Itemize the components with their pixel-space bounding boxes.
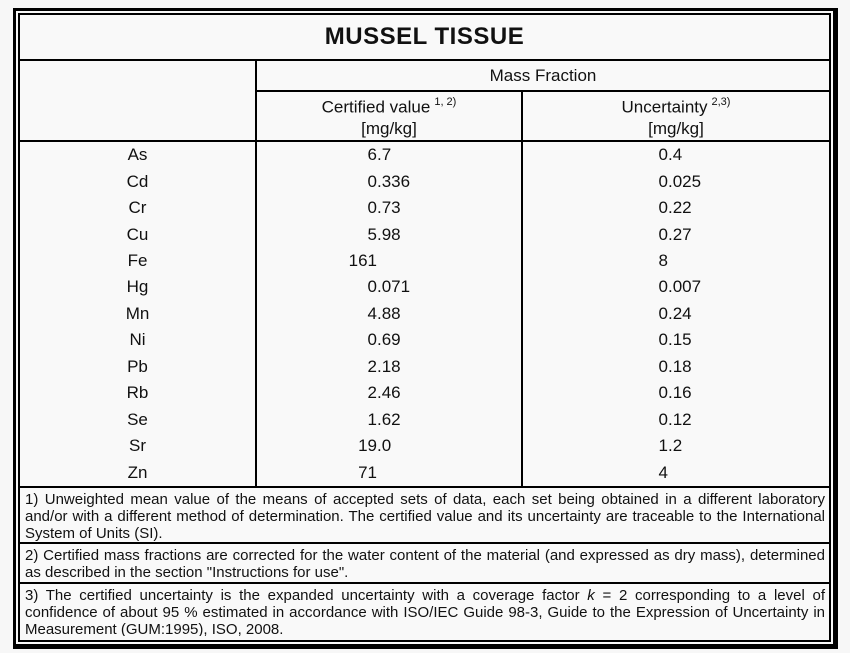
page-title: MUSSEL TISSUE bbox=[20, 15, 829, 61]
value-frac: .62 bbox=[377, 409, 401, 429]
uncertainty-cell bbox=[523, 142, 829, 168]
certified-value-cell bbox=[257, 380, 523, 406]
value-frac: .69 bbox=[377, 330, 401, 350]
certified-value-footnote-ref: 1, 2) bbox=[434, 95, 457, 108]
value-int: 0 bbox=[367, 171, 377, 191]
element-symbol: Mn bbox=[20, 301, 257, 327]
footnote-3 bbox=[20, 582, 829, 636]
certified-value-cell bbox=[257, 221, 523, 247]
unc-frac: .22 bbox=[668, 198, 692, 218]
unc-int: 0 bbox=[658, 383, 668, 403]
unc-int: 4 bbox=[658, 462, 668, 482]
uncertainty-column-header bbox=[523, 92, 829, 142]
unc-frac: .12 bbox=[668, 409, 692, 429]
element-symbol: Cu bbox=[20, 221, 257, 247]
element-symbol: Ni bbox=[20, 327, 257, 353]
certified-value-cell bbox=[257, 248, 523, 274]
footnote-3-text-after: = 2 corresponding to a level of confidence of about 95 % estimated in accordance with ISO/IEC Guide 98-3, Guide to the Expression of Uncertainty in Measurement (GUM:1995), ISO, 2008. bbox=[25, 586, 826, 636]
footnote-2: 2) Certified mass fractions are corrected for the water content of the material (and expressed as dry mass), determined as described in the section "Instructions for use". bbox=[20, 542, 829, 582]
value-frac: .0 bbox=[377, 436, 392, 456]
element-symbol: Cr bbox=[20, 195, 257, 221]
footnote-1: 1) Unweighted mean value of the means of accepted sets of data, each set being obtained in a different laboratory and/or with a different method of determination. The certified value and its uncertainty are traceable to the International System of Units (SI). bbox=[25, 490, 825, 542]
uncertainty-cell bbox=[523, 301, 829, 327]
mass-fraction-table bbox=[20, 61, 829, 486]
uncertainty-cell bbox=[523, 380, 829, 406]
uncertainty-unit: [mg/kg] bbox=[648, 119, 704, 139]
unc-int: 0 bbox=[658, 277, 668, 297]
value-frac: .7 bbox=[377, 145, 392, 165]
unc-frac: .24 bbox=[668, 303, 692, 323]
unc-int: 1 bbox=[658, 436, 668, 456]
element-symbol: Fe bbox=[20, 248, 257, 274]
column-group-header: Mass Fraction bbox=[257, 61, 829, 92]
certified-value-unit: [mg/kg] bbox=[361, 119, 417, 139]
element-symbol: Hg bbox=[20, 274, 257, 300]
element-symbol: As bbox=[20, 142, 257, 168]
certified-value-cell bbox=[257, 168, 523, 194]
certified-value-column-header bbox=[257, 92, 523, 142]
element-symbol: Zn bbox=[20, 459, 257, 485]
element-symbol: Pb bbox=[20, 354, 257, 380]
coverage-factor-k: k bbox=[587, 586, 595, 604]
certified-value-cell bbox=[257, 354, 523, 380]
unc-frac: .2 bbox=[668, 436, 683, 456]
certified-value-cell bbox=[257, 142, 523, 168]
uncertainty-footnote-ref: 2,3) bbox=[711, 95, 731, 108]
unc-frac: .27 bbox=[668, 224, 692, 244]
unc-frac: .007 bbox=[668, 277, 702, 297]
footnotes-section bbox=[20, 486, 829, 636]
unc-frac: .15 bbox=[668, 330, 692, 350]
certified-value-cell bbox=[257, 407, 523, 433]
value-frac: .18 bbox=[377, 356, 401, 376]
unc-int: 0 bbox=[658, 224, 668, 244]
unc-int: 0 bbox=[658, 198, 668, 218]
uncertainty-label-text: Uncertainty bbox=[621, 97, 708, 117]
value-frac: .336 bbox=[377, 171, 411, 191]
value-int: 1 bbox=[367, 409, 377, 429]
unc-int: 0 bbox=[658, 145, 668, 165]
element-symbol: Cd bbox=[20, 168, 257, 194]
certified-value-cell bbox=[257, 195, 523, 221]
value-int: 71 bbox=[358, 462, 377, 482]
unc-int: 0 bbox=[658, 409, 668, 429]
value-frac: .46 bbox=[377, 383, 401, 403]
value-int: 6 bbox=[367, 145, 377, 165]
certified-value-cell bbox=[257, 301, 523, 327]
unc-int: 0 bbox=[658, 303, 668, 323]
certified-value-label-text: Certified value bbox=[321, 97, 431, 117]
value-int: 2 bbox=[367, 356, 377, 376]
unc-int: 0 bbox=[658, 356, 668, 376]
value-int: 0 bbox=[367, 198, 377, 218]
value-int: 0 bbox=[367, 330, 377, 350]
value-int: 5 bbox=[367, 224, 377, 244]
corner-empty-cell bbox=[20, 61, 257, 142]
uncertainty-cell bbox=[523, 274, 829, 300]
certificate-table-frame bbox=[13, 8, 838, 649]
certified-value-cell bbox=[257, 327, 523, 353]
unc-frac: .18 bbox=[668, 356, 692, 376]
unc-frac: .025 bbox=[668, 171, 702, 191]
uncertainty-cell bbox=[523, 248, 829, 274]
footnote-3-text-before: 3) The certified uncertainty is the expanded uncertainty with a coverage factor bbox=[25, 586, 588, 604]
uncertainty-cell bbox=[523, 327, 829, 353]
element-symbol: Se bbox=[20, 407, 257, 433]
value-frac: .071 bbox=[377, 277, 411, 297]
unc-int: 0 bbox=[658, 330, 668, 350]
value-frac: .88 bbox=[377, 303, 401, 323]
certificate-table bbox=[18, 13, 831, 642]
uncertainty-cell bbox=[523, 195, 829, 221]
uncertainty-cell bbox=[523, 433, 829, 459]
element-symbol: Rb bbox=[20, 380, 257, 406]
certified-value-cell bbox=[257, 274, 523, 300]
certified-value-cell bbox=[257, 433, 523, 459]
value-frac: .73 bbox=[377, 198, 401, 218]
unc-frac: .4 bbox=[668, 145, 683, 165]
uncertainty-label bbox=[622, 92, 731, 119]
element-symbol: Sr bbox=[20, 433, 257, 459]
value-int: 2 bbox=[367, 383, 377, 403]
value-int: 161 bbox=[348, 251, 377, 271]
unc-int: 8 bbox=[658, 251, 668, 271]
value-int: 19 bbox=[358, 436, 377, 456]
unc-int: 0 bbox=[658, 171, 668, 191]
uncertainty-cell bbox=[523, 168, 829, 194]
value-frac: .98 bbox=[377, 224, 401, 244]
value-int: 0 bbox=[367, 277, 377, 297]
uncertainty-cell bbox=[523, 459, 829, 485]
certified-value-cell bbox=[257, 459, 523, 485]
value-int: 4 bbox=[367, 303, 377, 323]
uncertainty-cell bbox=[523, 407, 829, 433]
uncertainty-cell bbox=[523, 354, 829, 380]
unc-frac: .16 bbox=[668, 383, 692, 403]
uncertainty-cell bbox=[523, 221, 829, 247]
certified-value-label bbox=[322, 92, 457, 119]
